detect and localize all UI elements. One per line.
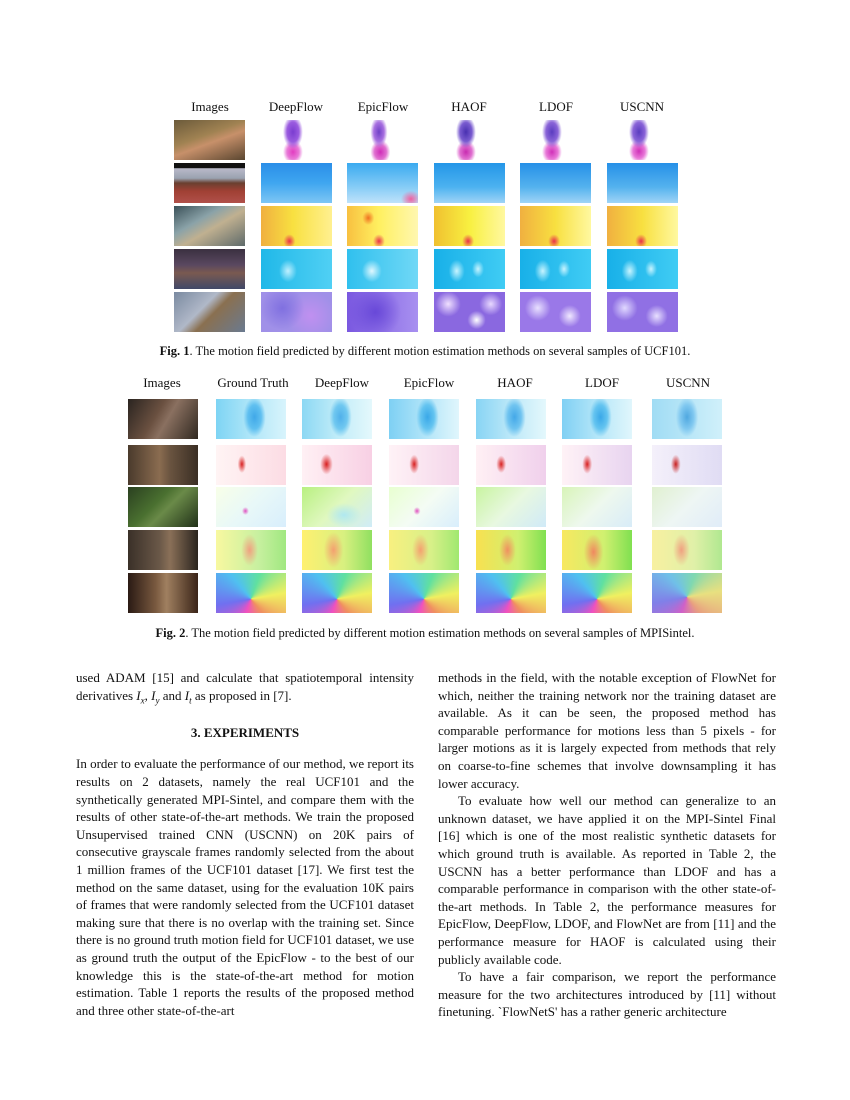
fig2-flow-thumbnail: [302, 530, 372, 570]
fig1-flow-thumbnail: [434, 163, 505, 203]
fig2-flow-thumbnail: [652, 445, 722, 485]
fig2-header-deepflow: DeepFlow: [314, 375, 370, 390]
fig1-flow-thumbnail: [261, 249, 332, 289]
fig1-flow-thumbnail: [347, 292, 418, 332]
fig2-flow-thumbnail: [389, 445, 459, 485]
fig2-flow-thumbnail: [389, 530, 459, 570]
fig1-flow-thumbnail: [607, 292, 678, 332]
fig2-image-thumbnail: [128, 399, 198, 439]
fig1-image-thumbnail: [174, 163, 245, 203]
fig2-image-thumbnail: [128, 573, 198, 613]
fig1-flow-thumbnail: [520, 163, 591, 203]
fig2-header-ldof: LDOF: [585, 375, 619, 390]
fig2-flow-thumbnail: [389, 399, 459, 439]
fig2-header-haof: HAOF: [497, 375, 533, 390]
fig2-flow-thumbnail: [562, 487, 632, 527]
fig2-caption: [0, 626, 850, 641]
fig2-image-thumbnail: [128, 530, 198, 570]
fig1-caption-text: . The motion field predicted by different motion estimation methods on several samples of UCF101.: [189, 344, 691, 358]
fig2-flow-thumbnail: [562, 399, 632, 439]
fig2-header-epicflow: EpicFlow: [403, 375, 455, 390]
fig2-flow-thumbnail: [562, 445, 632, 485]
fig2-header-uscnn: USCNN: [665, 375, 711, 390]
fig1-image-thumbnail: [174, 120, 245, 160]
fig2-flow-thumbnail: [476, 487, 546, 527]
body-paragraph: methods in the field, with the notable exception of FlowNet for which, neither the training network nor the training dataset are available. As it can be seen, the proposed method has comparable performance for motions less than 5 pixels - for larger motions as it is largely expected from methods that rely on coarse-to-fine schemes that involve downsampling it has lower accuracy.: [438, 670, 776, 791]
fig1-header-ldof: LDOF: [539, 99, 573, 114]
fig1-caption: [0, 344, 850, 359]
fig2-flow-thumbnail: [652, 399, 722, 439]
fig2-header-ground-truth: Ground Truth: [217, 375, 289, 390]
fig2-caption-label: Fig. 2: [155, 626, 186, 640]
fig2-flow-thumbnail: [216, 530, 286, 570]
fig2-flow-thumbnail: [302, 487, 372, 527]
fig1-image-thumbnail: [174, 292, 245, 332]
fig2-flow-thumbnail: [476, 530, 546, 570]
fig1-flow-thumbnail: [347, 206, 418, 246]
fig1-flow-thumbnail: [347, 163, 418, 203]
fig1-flow-thumbnail: [347, 249, 418, 289]
fig2-flow-thumbnail: [652, 530, 722, 570]
fig1-flow-thumbnail: [347, 120, 418, 160]
fig1-flow-thumbnail: [434, 292, 505, 332]
fig1-flow-thumbnail: [434, 206, 505, 246]
fig1-flow-thumbnail: [520, 249, 591, 289]
fig2-image-thumbnail: [128, 487, 198, 527]
fig2-flow-thumbnail: [216, 487, 286, 527]
intro-paragraph: used ADAM [15] and calculate that spatiotemporal intensity derivatives $I_x$, $I_y$ and $I_t$ as proposed in [7].: [76, 670, 414, 706]
fig1-flow-thumbnail: [261, 120, 332, 160]
fig1-flow-thumbnail: [607, 206, 678, 246]
fig2-flow-thumbnail: [216, 445, 286, 485]
fig2-flow-thumbnail: [476, 399, 546, 439]
fig2-flow-thumbnail: [302, 445, 372, 485]
fig2-flow-thumbnail: [216, 573, 286, 613]
fig2-header-images: Images: [143, 375, 181, 390]
fig2-flow-thumbnail: [652, 573, 722, 613]
body-paragraph: To have a fair comparison, we report the performance measure for the two architectures introduced by [11] without finetuning. `FlowNetS' has a rather generic architecture: [438, 969, 776, 1020]
fig1-header-haof: HAOF: [451, 99, 487, 114]
fig1-flow-thumbnail: [434, 249, 505, 289]
fig1-flow-thumbnail: [261, 292, 332, 332]
fig1-flow-thumbnail: [261, 163, 332, 203]
fig2-flow-thumbnail: [302, 573, 372, 613]
fig1-header-images: Images: [191, 99, 229, 114]
fig1-flow-thumbnail: [520, 292, 591, 332]
fig1-image-thumbnail: [174, 249, 245, 289]
fig1-flow-thumbnail: [520, 120, 591, 160]
fig2-flow-thumbnail: [302, 399, 372, 439]
fig2-flow-thumbnail: [216, 399, 286, 439]
fig2-flow-thumbnail: [652, 487, 722, 527]
body-paragraph: In order to evaluate the performance of our method, we report its results on 2 datasets, namely the real UCF101 and the synthetically generated MPI-Sintel, and compare them with the results of other state-of-the-art methods. We train the proposed Unsupervised trained CNN (USCNN) on 20K pairs of consecutive grayscale frames randomly selected from the about 1 million frames of the UCF101 dataset [17]. We first test the method on the same dataset, using for the evaluation 10K pairs of frames that were randomly selected from the UCF101 dataset making sure that there is no overlap with the training set. Since there is no ground truth motion field for UCF101 dataset, we use as ground truth the output of the EpicFlow - to the best of our knowledge this is the state-of-the-art method for motion estimation. Table 1 reports the results of the proposed method and three other state-of-the-art: [76, 756, 414, 1018]
fig2-flow-thumbnail: [562, 530, 632, 570]
fig2-flow-thumbnail: [389, 573, 459, 613]
fig1-flow-thumbnail: [261, 206, 332, 246]
left-column: [76, 669, 414, 1019]
fig2-image-thumbnail: [128, 445, 198, 485]
fig2-flow-thumbnail: [562, 573, 632, 613]
fig1-image-thumbnail: [174, 206, 245, 246]
fig1-flow-thumbnail: [607, 249, 678, 289]
fig1-caption-label: Fig. 1: [159, 344, 190, 358]
fig1-header-epicflow: EpicFlow: [357, 99, 409, 114]
right-column: [438, 669, 776, 1021]
body-paragraph: To evaluate how well our method can generalize to an unknown dataset, we have applied it on the MPI-Sintel Final [16] which is one of the most realistic synthetic datasets for which ground truth is available. As reported in Table 2, the USCNN has a better performance than LDOF and has a comparable performance in comparison with the other state-of-the-art methods. In Table 2, the performance measures for EpicFlow, DeepFlow, LDOF, and FlowNet are from [11] and the performance measure for HAOF is calculated using their publicly available code.: [438, 793, 776, 967]
fig1-header-uscnn: USCNN: [619, 99, 665, 114]
fig2-flow-thumbnail: [389, 487, 459, 527]
fig2-flow-thumbnail: [476, 573, 546, 613]
fig1-flow-thumbnail: [607, 163, 678, 203]
fig1-flow-thumbnail: [607, 120, 678, 160]
section-heading: 3. EXPERIMENTS: [190, 724, 300, 740]
fig1-flow-thumbnail: [434, 120, 505, 160]
fig2-flow-thumbnail: [476, 445, 546, 485]
fig1-flow-thumbnail: [520, 206, 591, 246]
fig2-caption-text: . The motion field predicted by different motion estimation methods on several samples of MPISintel.: [185, 626, 695, 640]
fig1-header-deepflow: DeepFlow: [268, 99, 324, 114]
